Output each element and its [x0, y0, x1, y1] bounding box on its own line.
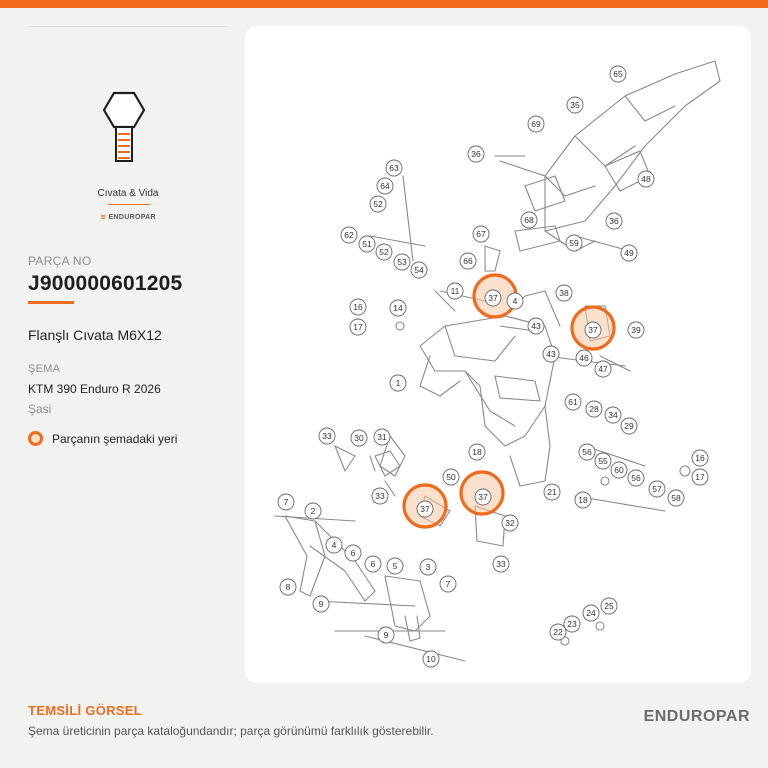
- legend-text: Parçanın şemadaki yeri: [52, 431, 178, 446]
- bolt-icon: [88, 80, 168, 180]
- svg-text:47: 47: [598, 364, 608, 374]
- svg-text:56: 56: [582, 447, 592, 457]
- svg-text:49: 49: [624, 248, 634, 258]
- svg-text:17: 17: [695, 472, 705, 482]
- callout-55: [595, 453, 611, 469]
- callout-54: [411, 262, 427, 278]
- part-number: J900000601205: [28, 272, 183, 295]
- callout-36: [468, 146, 484, 162]
- top-divider: [28, 26, 228, 27]
- svg-text:7: 7: [283, 497, 289, 507]
- callout-56: [579, 444, 595, 460]
- svg-text:6: 6: [370, 559, 376, 569]
- svg-text:16: 16: [353, 302, 363, 312]
- callout-28: [586, 401, 602, 417]
- callout-6: [365, 556, 381, 572]
- highlight-legend-icon: [28, 431, 43, 446]
- category-label: Cıvata & Vida: [97, 188, 159, 199]
- footer-brand-logo: ENDUROPAR: [643, 708, 750, 725]
- brand-mark-icon: ≋: [100, 214, 109, 221]
- svg-text:43: 43: [531, 321, 541, 331]
- svg-text:56: 56: [631, 473, 641, 483]
- callout-48: [638, 171, 654, 187]
- callout-3: [420, 559, 436, 575]
- callout-6: [345, 545, 361, 561]
- svg-text:39: 39: [631, 325, 641, 335]
- svg-text:25: 25: [604, 601, 614, 611]
- callout-31: [374, 429, 390, 445]
- svg-text:24: 24: [586, 608, 596, 618]
- callout-5: [387, 558, 403, 574]
- svg-text:52: 52: [373, 199, 383, 209]
- callout-57: [649, 481, 665, 497]
- schema-label: ŞEMA: [28, 363, 61, 375]
- svg-text:60: 60: [614, 465, 624, 475]
- svg-text:33: 33: [375, 491, 385, 501]
- callout-53: [394, 254, 410, 270]
- schema-section: Şasi: [28, 402, 52, 416]
- callout-7: [278, 494, 294, 510]
- footer-note: Şema üreticinin parça kataloğundandır; parça görünümü farklılık gösterebilir.: [28, 724, 434, 738]
- callout-10: [423, 651, 439, 667]
- callout-63: [386, 160, 402, 176]
- svg-text:22: 22: [553, 627, 563, 637]
- callout-29: [621, 418, 637, 434]
- svg-text:64: 64: [380, 181, 390, 191]
- svg-text:54: 54: [414, 265, 424, 275]
- schema-model: KTM 390 Enduro R 2026: [28, 382, 161, 396]
- svg-text:33: 33: [496, 559, 506, 569]
- svg-text:67: 67: [476, 229, 486, 239]
- svg-text:48: 48: [641, 174, 651, 184]
- callout-36: [606, 213, 622, 229]
- callout-14: [390, 300, 406, 316]
- callout-52: [376, 244, 392, 260]
- callout-33: [319, 428, 335, 444]
- callout-21: [544, 484, 560, 500]
- callout-16: [692, 450, 708, 466]
- svg-text:14: 14: [393, 303, 403, 313]
- callout-35: [567, 97, 583, 113]
- parts-diagram[interactable]: [245, 26, 751, 683]
- callout-69: [528, 116, 544, 132]
- part-number-label: PARÇA NO: [28, 254, 92, 268]
- callout-18: [469, 444, 485, 460]
- callout-9: [313, 596, 329, 612]
- svg-text:30: 30: [354, 433, 364, 443]
- svg-text:18: 18: [472, 447, 482, 457]
- svg-text:23: 23: [567, 619, 577, 629]
- category-underline: [108, 204, 150, 205]
- callout-43: [528, 318, 544, 334]
- svg-text:9: 9: [383, 630, 389, 640]
- brand-logo-small: [28, 213, 228, 221]
- svg-text:5: 5: [392, 561, 398, 571]
- callout-17: [692, 469, 708, 485]
- svg-text:21: 21: [547, 487, 557, 497]
- svg-text:53: 53: [397, 257, 407, 267]
- callout-60: [611, 462, 627, 478]
- callout-62: [341, 227, 357, 243]
- callout-58: [668, 490, 684, 506]
- callout-49: [621, 245, 637, 261]
- callout-66: [460, 253, 476, 269]
- legend: [28, 431, 177, 446]
- svg-text:37: 37: [478, 492, 488, 502]
- callout-4: [326, 537, 342, 553]
- svg-text:32: 32: [505, 518, 515, 528]
- callout-61: [565, 394, 581, 410]
- callout-highlighted: [475, 489, 491, 505]
- svg-text:52: 52: [379, 247, 389, 257]
- callout-17: [350, 319, 366, 335]
- callout-9: [378, 627, 394, 643]
- callout-22: [550, 624, 566, 640]
- svg-text:10: 10: [426, 654, 436, 664]
- callout-7: [440, 576, 456, 592]
- svg-text:36: 36: [609, 216, 619, 226]
- part-number-accent: [28, 301, 74, 304]
- part-name: Flanşlı Cıvata M6X12: [28, 327, 162, 343]
- callout-68: [521, 212, 537, 228]
- callout-1: [390, 375, 406, 391]
- callout-4: [507, 293, 523, 309]
- svg-text:17: 17: [353, 322, 363, 332]
- svg-text:4: 4: [331, 540, 337, 550]
- svg-text:50: 50: [446, 472, 456, 482]
- callout-30: [351, 430, 367, 446]
- footer-title: TEMSİLİ GÖRSEL: [28, 703, 142, 718]
- callout-32: [502, 515, 518, 531]
- svg-text:57: 57: [652, 484, 662, 494]
- exploded-frame-diagram: [245, 26, 751, 683]
- top-accent-bar: [0, 0, 768, 8]
- svg-text:6: 6: [350, 548, 356, 558]
- svg-text:2: 2: [310, 506, 316, 516]
- callout-43: [543, 346, 559, 362]
- svg-text:9: 9: [318, 599, 324, 609]
- svg-text:37: 37: [588, 325, 598, 335]
- callout-59: [566, 235, 582, 251]
- svg-text:33: 33: [322, 431, 332, 441]
- svg-text:62: 62: [344, 230, 354, 240]
- svg-text:37: 37: [420, 504, 430, 514]
- svg-text:69: 69: [531, 119, 541, 129]
- callout-64: [377, 178, 393, 194]
- brand-logo-text: ENDUROPAR: [108, 214, 156, 221]
- svg-text:7: 7: [445, 579, 451, 589]
- part-info-sidebar: [28, 8, 228, 488]
- svg-text:4: 4: [512, 296, 518, 306]
- svg-text:51: 51: [362, 239, 372, 249]
- callout-33: [493, 556, 509, 572]
- callout-52: [370, 196, 386, 212]
- svg-text:34: 34: [608, 410, 618, 420]
- callout-8: [280, 579, 296, 595]
- callout-47: [595, 361, 611, 377]
- callout-25: [601, 598, 617, 614]
- callout-39: [628, 322, 644, 338]
- svg-text:59: 59: [569, 238, 579, 248]
- svg-text:11: 11: [450, 286, 460, 296]
- svg-text:46: 46: [579, 353, 589, 363]
- callout-highlighted: [485, 290, 501, 306]
- callout-67: [473, 226, 489, 242]
- callout-33: [372, 488, 388, 504]
- callout-51: [359, 236, 375, 252]
- svg-text:35: 35: [570, 100, 580, 110]
- callout-34: [605, 407, 621, 423]
- callout-highlighted: [585, 322, 601, 338]
- svg-text:31: 31: [377, 432, 387, 442]
- callout-46: [576, 350, 592, 366]
- svg-text:68: 68: [524, 215, 534, 225]
- callout-11: [447, 283, 463, 299]
- callout-50: [443, 469, 459, 485]
- callout-16: [350, 299, 366, 315]
- svg-text:3: 3: [425, 562, 431, 572]
- callout-38: [556, 285, 572, 301]
- svg-text:38: 38: [559, 288, 569, 298]
- svg-text:58: 58: [671, 493, 681, 503]
- svg-text:65: 65: [613, 69, 623, 79]
- callout-highlighted: [417, 501, 433, 517]
- callout-layer: [278, 66, 708, 667]
- svg-text:61: 61: [568, 397, 578, 407]
- svg-text:1: 1: [395, 378, 401, 388]
- svg-text:66: 66: [463, 256, 473, 266]
- svg-text:63: 63: [389, 163, 399, 173]
- callout-2: [305, 503, 321, 519]
- svg-text:16: 16: [695, 453, 705, 463]
- svg-text:18: 18: [578, 495, 588, 505]
- callout-23: [564, 616, 580, 632]
- svg-text:8: 8: [285, 582, 291, 592]
- callout-24: [583, 605, 599, 621]
- callout-18: [575, 492, 591, 508]
- callout-65: [610, 66, 626, 82]
- svg-text:55: 55: [598, 456, 608, 466]
- svg-text:36: 36: [471, 149, 481, 159]
- svg-text:28: 28: [589, 404, 599, 414]
- callout-56: [628, 470, 644, 486]
- svg-text:29: 29: [624, 421, 634, 431]
- svg-text:37: 37: [488, 293, 498, 303]
- svg-text:43: 43: [546, 349, 556, 359]
